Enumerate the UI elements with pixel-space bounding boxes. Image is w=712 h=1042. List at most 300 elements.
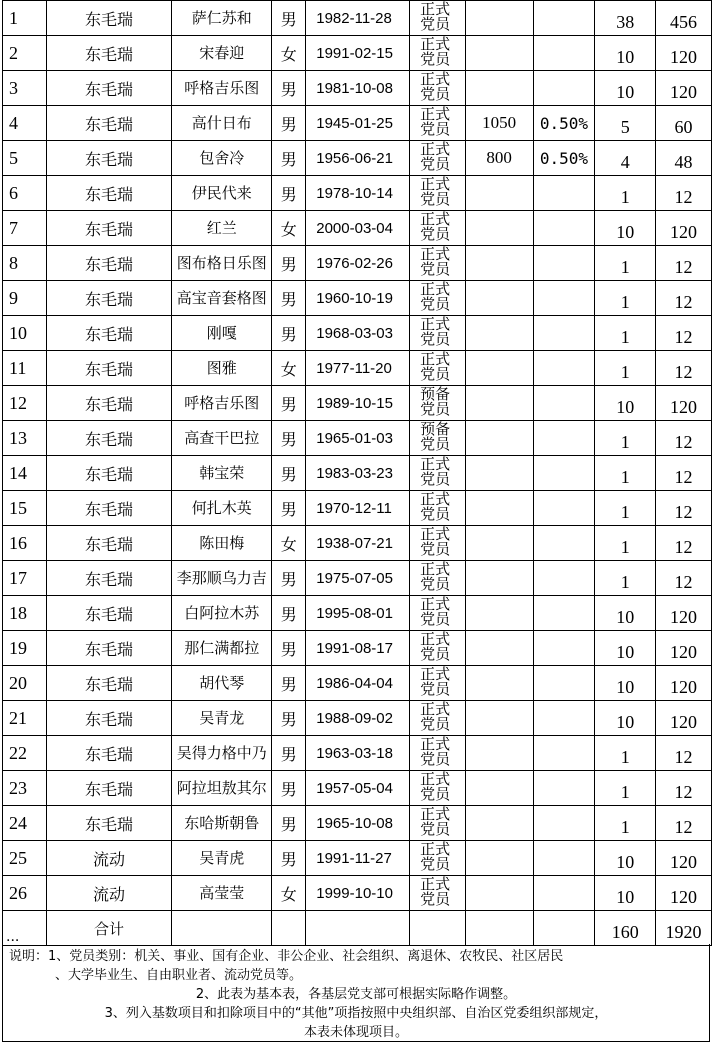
- months-cell: 1: [595, 561, 656, 596]
- table-row: [3, 316, 712, 351]
- member-type: 正式党员: [410, 666, 466, 701]
- income-cell: [465, 841, 533, 876]
- income-cell: [465, 876, 533, 911]
- income-cell: [465, 281, 533, 316]
- branch-cell: 东毛瑞: [46, 736, 171, 771]
- member-name: 那仁满都拉: [172, 631, 272, 666]
- branch-cell: 流动: [46, 876, 171, 911]
- row-number: 22: [3, 736, 47, 771]
- rate-cell: [533, 281, 595, 316]
- member-name: 刚嘎: [172, 316, 272, 351]
- gender-cell: 男: [272, 491, 306, 526]
- rate-cell: [533, 456, 595, 491]
- birth-date: 1965-10-08: [306, 806, 410, 841]
- member-type: 正式党员: [410, 176, 466, 211]
- member-type: 正式党员: [410, 771, 466, 806]
- branch-cell: 东毛瑞: [46, 666, 171, 701]
- branch-cell: 东毛瑞: [46, 316, 171, 351]
- rate-cell: [533, 666, 595, 701]
- months-cell: 1: [595, 456, 656, 491]
- rate-cell: [533, 841, 595, 876]
- member-type: 正式党员: [410, 736, 466, 771]
- rate-cell: [533, 246, 595, 281]
- member-name: 图雅: [172, 351, 272, 386]
- birth-date: 1991-02-15: [306, 36, 410, 71]
- months-cell: 10: [595, 631, 656, 666]
- member-name: 胡代琴: [172, 666, 272, 701]
- member-name: 呼格吉乐图: [172, 386, 272, 421]
- income-cell: [465, 701, 533, 736]
- months-cell: 1: [595, 421, 656, 456]
- member-type: 正式党员: [410, 246, 466, 281]
- birth-date: 1982-11-28: [306, 1, 410, 36]
- rate-cell: [533, 351, 595, 386]
- table-row: [3, 246, 712, 281]
- member-name: 何扎木英: [172, 491, 272, 526]
- member-type: 正式党员: [410, 701, 466, 736]
- birth-date: 1988-09-02: [306, 701, 410, 736]
- branch-cell: 东毛瑞: [46, 771, 171, 806]
- rate-cell: [533, 36, 595, 71]
- summary-row: [3, 911, 712, 946]
- birth-date: 1983-03-23: [306, 456, 410, 491]
- summary-label: 合计: [46, 911, 171, 946]
- months-cell: 5: [595, 106, 656, 141]
- member-type: 正式党员: [410, 211, 466, 246]
- income-cell: 1050: [465, 106, 533, 141]
- birth-date: 1970-12-11: [306, 491, 410, 526]
- summary-empty-cell: [410, 911, 466, 946]
- months-cell: 1: [595, 351, 656, 386]
- branch-cell: 东毛瑞: [46, 141, 171, 176]
- table-row: [3, 561, 712, 596]
- table-row: [3, 386, 712, 421]
- row-number: 8: [3, 246, 47, 281]
- total-cell: 120: [656, 36, 712, 71]
- gender-cell: 男: [272, 176, 306, 211]
- gender-cell: 男: [272, 701, 306, 736]
- total-cell: 456: [656, 1, 712, 36]
- table-row: [3, 106, 712, 141]
- member-name: 吴青龙: [172, 701, 272, 736]
- member-type: 正式党员: [410, 36, 466, 71]
- total-cell: 120: [656, 701, 712, 736]
- member-name: 吴得力格中乃: [172, 736, 272, 771]
- note-line: 说明：1、党员类别：机关、事业、国有企业、非公企业、社会组织、离退休、农牧民、社区居民: [9, 949, 564, 964]
- birth-date: 2000-03-04: [306, 211, 410, 246]
- gender-cell: 男: [272, 316, 306, 351]
- branch-cell: 东毛瑞: [46, 526, 171, 561]
- total-cell: 12: [656, 806, 712, 841]
- summary-empty-cell: [172, 911, 272, 946]
- total-cell: 120: [656, 211, 712, 246]
- birth-date: 1989-10-15: [306, 386, 410, 421]
- table-row: [3, 666, 712, 701]
- branch-cell: 东毛瑞: [46, 491, 171, 526]
- gender-cell: 男: [272, 631, 306, 666]
- branch-cell: 东毛瑞: [46, 36, 171, 71]
- member-type: 正式党员: [410, 876, 466, 911]
- months-cell: 1: [595, 281, 656, 316]
- member-type: 正式党员: [410, 806, 466, 841]
- birth-date: 1945-01-25: [306, 106, 410, 141]
- row-number: 16: [3, 526, 47, 561]
- member-name: 萨仁苏和: [172, 1, 272, 36]
- gender-cell: 男: [272, 666, 306, 701]
- total-cell: 12: [656, 736, 712, 771]
- member-type: 预备党员: [410, 421, 466, 456]
- total-cell: 120: [656, 71, 712, 106]
- member-type: 正式党员: [410, 281, 466, 316]
- member-name: 高宝音套格图: [172, 281, 272, 316]
- rate-cell: [533, 771, 595, 806]
- rate-cell: [533, 176, 595, 211]
- row-number: 2: [3, 36, 47, 71]
- summary-total: 1920: [656, 911, 712, 946]
- table-row: [3, 701, 712, 736]
- income-cell: [465, 491, 533, 526]
- table-row: [3, 141, 712, 176]
- months-cell: 10: [595, 211, 656, 246]
- table-row: [3, 841, 712, 876]
- total-cell: 12: [656, 176, 712, 211]
- table-row: [3, 281, 712, 316]
- total-cell: 12: [656, 316, 712, 351]
- gender-cell: 女: [272, 351, 306, 386]
- member-name: 宋春迎: [172, 36, 272, 71]
- income-cell: [465, 631, 533, 666]
- summary-months: 160: [595, 911, 656, 946]
- months-cell: 1: [595, 806, 656, 841]
- total-cell: 120: [656, 596, 712, 631]
- income-cell: [465, 421, 533, 456]
- gender-cell: 女: [272, 526, 306, 561]
- branch-cell: 东毛瑞: [46, 71, 171, 106]
- table-row: [3, 71, 712, 106]
- member-name: 红兰: [172, 211, 272, 246]
- rate-cell: [533, 701, 595, 736]
- row-number: 14: [3, 456, 47, 491]
- gender-cell: 男: [272, 771, 306, 806]
- member-name: 包舍冷: [172, 141, 272, 176]
- summary-empty-cell: [533, 911, 595, 946]
- summary-empty-cell: [272, 911, 306, 946]
- total-cell: 48: [656, 141, 712, 176]
- months-cell: 10: [595, 876, 656, 911]
- table-row: [3, 526, 712, 561]
- member-type: 正式党员: [410, 841, 466, 876]
- income-cell: [465, 596, 533, 631]
- gender-cell: 男: [272, 71, 306, 106]
- row-number: 26: [3, 876, 47, 911]
- member-name: 高什日布: [172, 106, 272, 141]
- member-type: 正式党员: [410, 1, 466, 36]
- gender-cell: 男: [272, 281, 306, 316]
- rate-cell: [533, 596, 595, 631]
- member-type: 正式党员: [410, 631, 466, 666]
- months-cell: 10: [595, 701, 656, 736]
- months-cell: 10: [595, 71, 656, 106]
- total-cell: 12: [656, 771, 712, 806]
- months-cell: 10: [595, 841, 656, 876]
- rate-cell: [533, 491, 595, 526]
- rate-cell: 0.50%: [533, 141, 595, 176]
- gender-cell: 男: [272, 1, 306, 36]
- total-cell: 120: [656, 666, 712, 701]
- months-cell: 1: [595, 316, 656, 351]
- gender-cell: 男: [272, 141, 306, 176]
- birth-date: 1999-10-10: [306, 876, 410, 911]
- row-number: 13: [3, 421, 47, 456]
- total-cell: 60: [656, 106, 712, 141]
- member-name: 吴青虎: [172, 841, 272, 876]
- income-cell: [465, 176, 533, 211]
- birth-date: 1965-01-03: [306, 421, 410, 456]
- party-fee-table: [2, 0, 712, 946]
- gender-cell: 男: [272, 106, 306, 141]
- summary-empty-cell: [306, 911, 410, 946]
- birth-date: 1978-10-14: [306, 176, 410, 211]
- branch-cell: 东毛瑞: [46, 421, 171, 456]
- income-cell: [465, 456, 533, 491]
- member-name: 阿拉坦敖其尔: [172, 771, 272, 806]
- rate-cell: [533, 526, 595, 561]
- rate-cell: [533, 1, 595, 36]
- months-cell: 10: [595, 596, 656, 631]
- branch-cell: 东毛瑞: [46, 596, 171, 631]
- member-name: 伊民代来: [172, 176, 272, 211]
- total-cell: 120: [656, 631, 712, 666]
- rate-cell: [533, 736, 595, 771]
- income-cell: [465, 211, 533, 246]
- income-cell: [465, 771, 533, 806]
- total-cell: 12: [656, 526, 712, 561]
- table-body: [3, 1, 712, 911]
- rate-cell: [533, 806, 595, 841]
- income-cell: [465, 351, 533, 386]
- member-name: 李那顺乌力吉: [172, 561, 272, 596]
- total-cell: 12: [656, 246, 712, 281]
- rate-cell: [533, 631, 595, 666]
- table-row: [3, 1, 712, 36]
- table-row: [3, 176, 712, 211]
- row-number: 23: [3, 771, 47, 806]
- branch-cell: 东毛瑞: [46, 631, 171, 666]
- months-cell: 10: [595, 36, 656, 71]
- birth-date: 1976-02-26: [306, 246, 410, 281]
- table-row: [3, 491, 712, 526]
- table-row: [3, 876, 712, 911]
- birth-date: 1960-10-19: [306, 281, 410, 316]
- birth-date: 1968-03-03: [306, 316, 410, 351]
- row-number: 3: [3, 71, 47, 106]
- row-number: 9: [3, 281, 47, 316]
- branch-cell: 东毛瑞: [46, 281, 171, 316]
- notes-box: [2, 944, 710, 1042]
- branch-cell: 东毛瑞: [46, 386, 171, 421]
- income-cell: [465, 736, 533, 771]
- months-cell: 4: [595, 141, 656, 176]
- member-type: 正式党员: [410, 316, 466, 351]
- birth-date: 1975-07-05: [306, 561, 410, 596]
- birth-date: 1963-03-18: [306, 736, 410, 771]
- months-cell: 10: [595, 666, 656, 701]
- summary-dots: ...: [3, 911, 47, 946]
- gender-cell: 女: [272, 36, 306, 71]
- branch-cell: 东毛瑞: [46, 1, 171, 36]
- member-name: 图布格日乐图: [172, 246, 272, 281]
- member-name: 陈田梅: [172, 526, 272, 561]
- total-cell: 12: [656, 561, 712, 596]
- branch-cell: 东毛瑞: [46, 351, 171, 386]
- total-cell: 12: [656, 421, 712, 456]
- branch-cell: 流动: [46, 841, 171, 876]
- birth-date: 1991-11-27: [306, 841, 410, 876]
- row-number: 20: [3, 666, 47, 701]
- income-cell: [465, 561, 533, 596]
- row-number: 17: [3, 561, 47, 596]
- income-cell: [465, 666, 533, 701]
- member-type: 正式党员: [410, 526, 466, 561]
- member-name: 东哈斯朝鲁: [172, 806, 272, 841]
- total-cell: 120: [656, 386, 712, 421]
- income-cell: [465, 386, 533, 421]
- table-row: [3, 596, 712, 631]
- row-number: 7: [3, 211, 47, 246]
- member-type: 正式党员: [410, 491, 466, 526]
- branch-cell: 东毛瑞: [46, 701, 171, 736]
- member-type: 正式党员: [410, 141, 466, 176]
- total-cell: 12: [656, 456, 712, 491]
- member-type: 正式党员: [410, 71, 466, 106]
- member-type: 正式党员: [410, 561, 466, 596]
- member-name: 呼格吉乐图: [172, 71, 272, 106]
- total-cell: 12: [656, 281, 712, 316]
- branch-cell: 东毛瑞: [46, 806, 171, 841]
- row-number: 11: [3, 351, 47, 386]
- row-number: 24: [3, 806, 47, 841]
- months-cell: 38: [595, 1, 656, 36]
- rate-cell: [533, 71, 595, 106]
- table-row: [3, 36, 712, 71]
- member-name: 高莹莹: [172, 876, 272, 911]
- member-type: 正式党员: [410, 596, 466, 631]
- summary-empty-cell: [465, 911, 533, 946]
- rate-cell: [533, 876, 595, 911]
- row-number: 12: [3, 386, 47, 421]
- table-row: [3, 806, 712, 841]
- gender-cell: 男: [272, 386, 306, 421]
- row-number: 19: [3, 631, 47, 666]
- months-cell: 10: [595, 386, 656, 421]
- row-number: 5: [3, 141, 47, 176]
- gender-cell: 女: [272, 211, 306, 246]
- birth-date: 1995-08-01: [306, 596, 410, 631]
- months-cell: 1: [595, 771, 656, 806]
- total-cell: 12: [656, 351, 712, 386]
- gender-cell: 男: [272, 421, 306, 456]
- rate-cell: [533, 211, 595, 246]
- member-type: 正式党员: [410, 456, 466, 491]
- gender-cell: 男: [272, 736, 306, 771]
- rate-cell: [533, 561, 595, 596]
- note-line: 2、此表为基本表，各基层党支部可根据实际略作调整。: [195, 987, 517, 1002]
- total-cell: 12: [656, 491, 712, 526]
- table-row: [3, 631, 712, 666]
- months-cell: 1: [595, 246, 656, 281]
- rate-cell: [533, 386, 595, 421]
- total-cell: 120: [656, 876, 712, 911]
- gender-cell: 女: [272, 876, 306, 911]
- branch-cell: 东毛瑞: [46, 456, 171, 491]
- birth-date: 1991-08-17: [306, 631, 410, 666]
- birth-date: 1977-11-20: [306, 351, 410, 386]
- row-number: 4: [3, 106, 47, 141]
- birth-date: 1957-05-04: [306, 771, 410, 806]
- rate-cell: [533, 316, 595, 351]
- rate-cell: 0.50%: [533, 106, 595, 141]
- birth-date: 1986-04-04: [306, 666, 410, 701]
- income-cell: [465, 36, 533, 71]
- months-cell: 1: [595, 736, 656, 771]
- member-type: 正式党员: [410, 106, 466, 141]
- row-number: 21: [3, 701, 47, 736]
- table-row: [3, 421, 712, 456]
- branch-cell: 东毛瑞: [46, 176, 171, 211]
- rate-cell: [533, 421, 595, 456]
- table-row: [3, 351, 712, 386]
- note-line: 本表未体现项目。: [303, 1025, 408, 1040]
- row-number: 25: [3, 841, 47, 876]
- row-number: 6: [3, 176, 47, 211]
- branch-cell: 东毛瑞: [46, 106, 171, 141]
- table-row: [3, 456, 712, 491]
- birth-date: 1956-06-21: [306, 141, 410, 176]
- row-number: 1: [3, 1, 47, 36]
- birth-date: 1981-10-08: [306, 71, 410, 106]
- table-row: [3, 736, 712, 771]
- member-name: 白阿拉木苏: [172, 596, 272, 631]
- gender-cell: 男: [272, 246, 306, 281]
- total-cell: 120: [656, 841, 712, 876]
- months-cell: 1: [595, 176, 656, 211]
- member-name: 韩宝荣: [172, 456, 272, 491]
- gender-cell: 男: [272, 841, 306, 876]
- gender-cell: 男: [272, 596, 306, 631]
- row-number: 18: [3, 596, 47, 631]
- row-number: 15: [3, 491, 47, 526]
- income-cell: [465, 71, 533, 106]
- branch-cell: 东毛瑞: [46, 561, 171, 596]
- income-cell: [465, 806, 533, 841]
- gender-cell: 男: [272, 456, 306, 491]
- income-cell: [465, 316, 533, 351]
- months-cell: 1: [595, 526, 656, 561]
- table-row: [3, 771, 712, 806]
- branch-cell: 东毛瑞: [46, 211, 171, 246]
- row-number: 10: [3, 316, 47, 351]
- gender-cell: 男: [272, 806, 306, 841]
- note-line: 、大学毕业生、自由职业者、流动党员等。: [55, 968, 303, 983]
- income-cell: [465, 246, 533, 281]
- table-row: [3, 211, 712, 246]
- gender-cell: 男: [272, 561, 306, 596]
- months-cell: 1: [595, 491, 656, 526]
- income-cell: [465, 526, 533, 561]
- member-type: 正式党员: [410, 351, 466, 386]
- note-line: 3、列入基数项目和扣除项目中的“其他”项指按照中央组织部、自治区党委组织部规定，: [104, 1006, 608, 1021]
- income-cell: [465, 1, 533, 36]
